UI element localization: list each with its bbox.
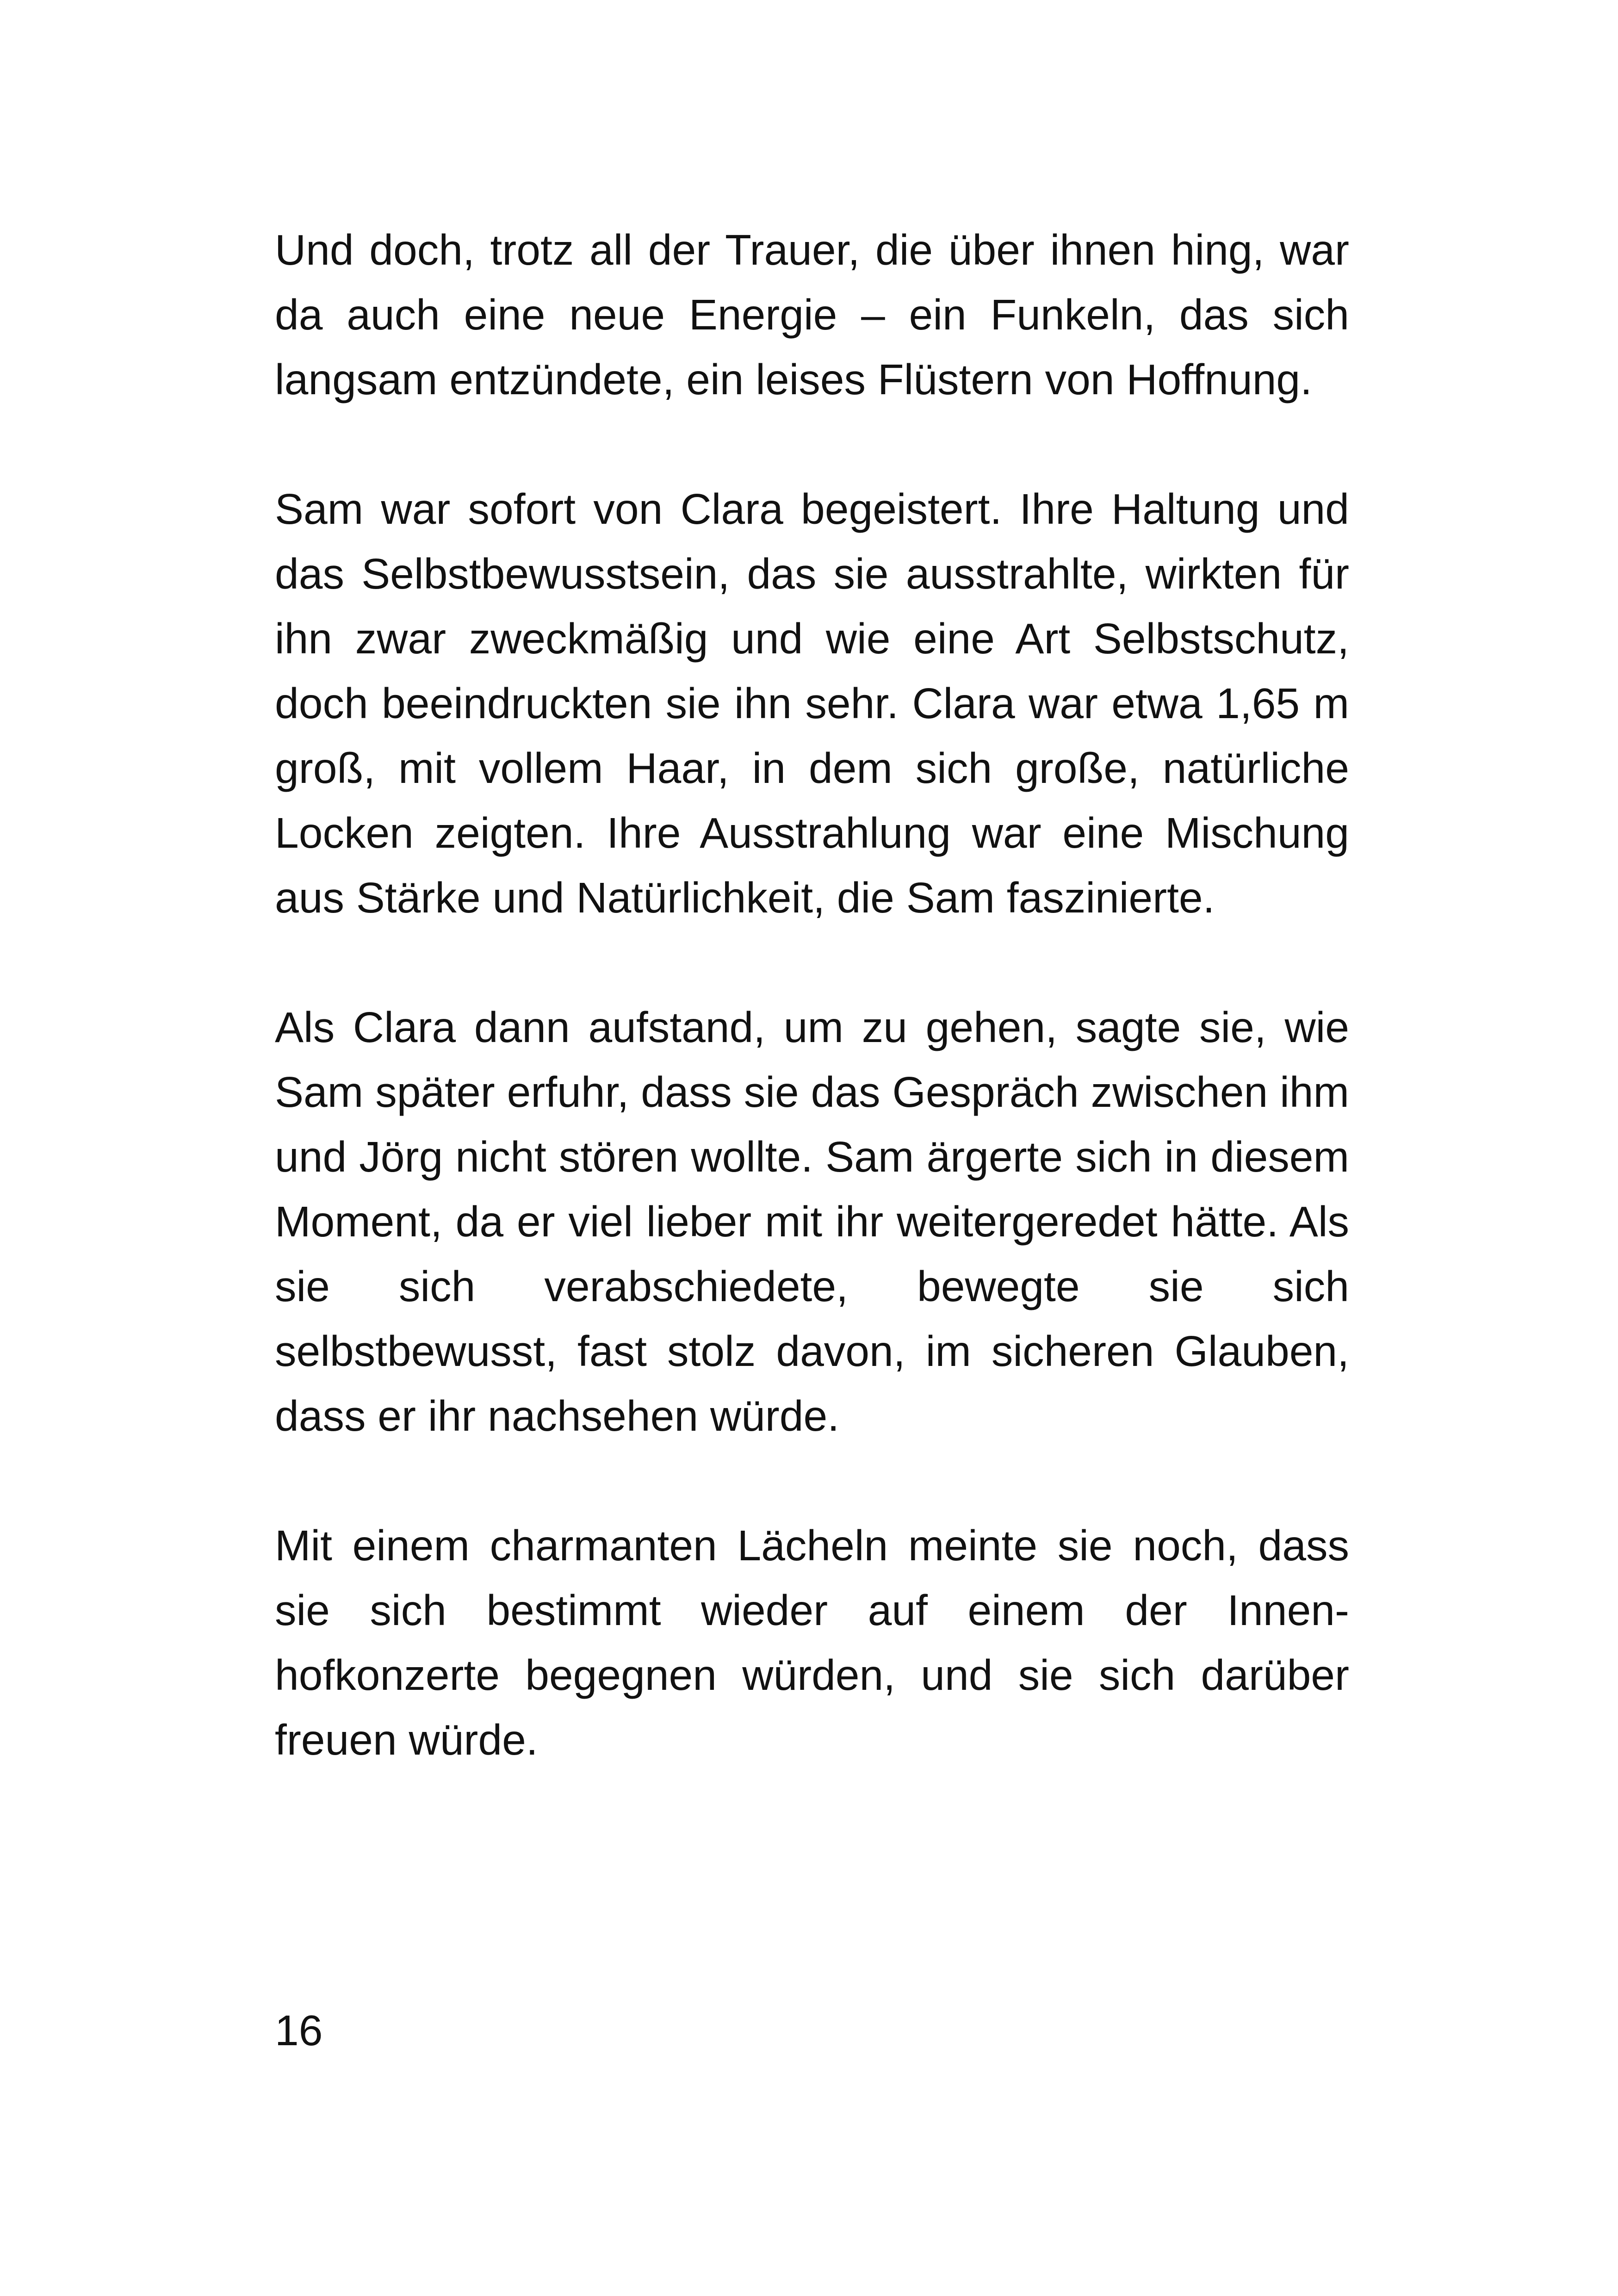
body-text xyxy=(275,217,1349,1772)
paragraph-4: Mit einem charmanten Lächeln meinte sie noch, dass sie sich bestimmt wieder auf einem der Innenhofkonzerte begegnen würden, und sie sich darüber freuen würde. xyxy=(275,1521,1349,1764)
paragraph-1: Und doch, trotz all der Trauer, die über ihnen hing, war da auch eine neue Energie – ein Funkeln, das sich langsam entzündete, ein leises Flüstern von Hoffnung. xyxy=(275,226,1349,403)
page-number: 16 xyxy=(275,2006,323,2054)
paragraph-3: Als Clara dann aufstand, um zu gehen, sagte sie, wie Sam später erfuhr, dass sie das Gespräch zwischen ihm und Jörg nicht stören wollte. Sam ärgerte sich in diesem Moment, da er viel lieber mit ihr weitergeredet hätte. Als sie sich verabschiedete, bewegte sie sich selbstbewusst, fast stolz davon, im sicheren Glauben, dass er ihr nachsehen würde. xyxy=(275,1003,1349,1440)
paragraph-2: Sam war sofort von Clara begeistert. Ihre Haltung und das Selbstbewusstsein, das sie ausstrahlte, wirkten für ihn zwar zweckmäßig und wie eine Art Selbstschutz, doch beeindruckten sie ihn sehr. Clara war etwa 1,65 m groß, mit vollem Haar, in dem sich große, natürliche Locken zeigten. Ihre Ausstrahlung war eine Mischung aus Stärke und Natürlichkeit, die Sam faszinierte. xyxy=(275,485,1349,922)
